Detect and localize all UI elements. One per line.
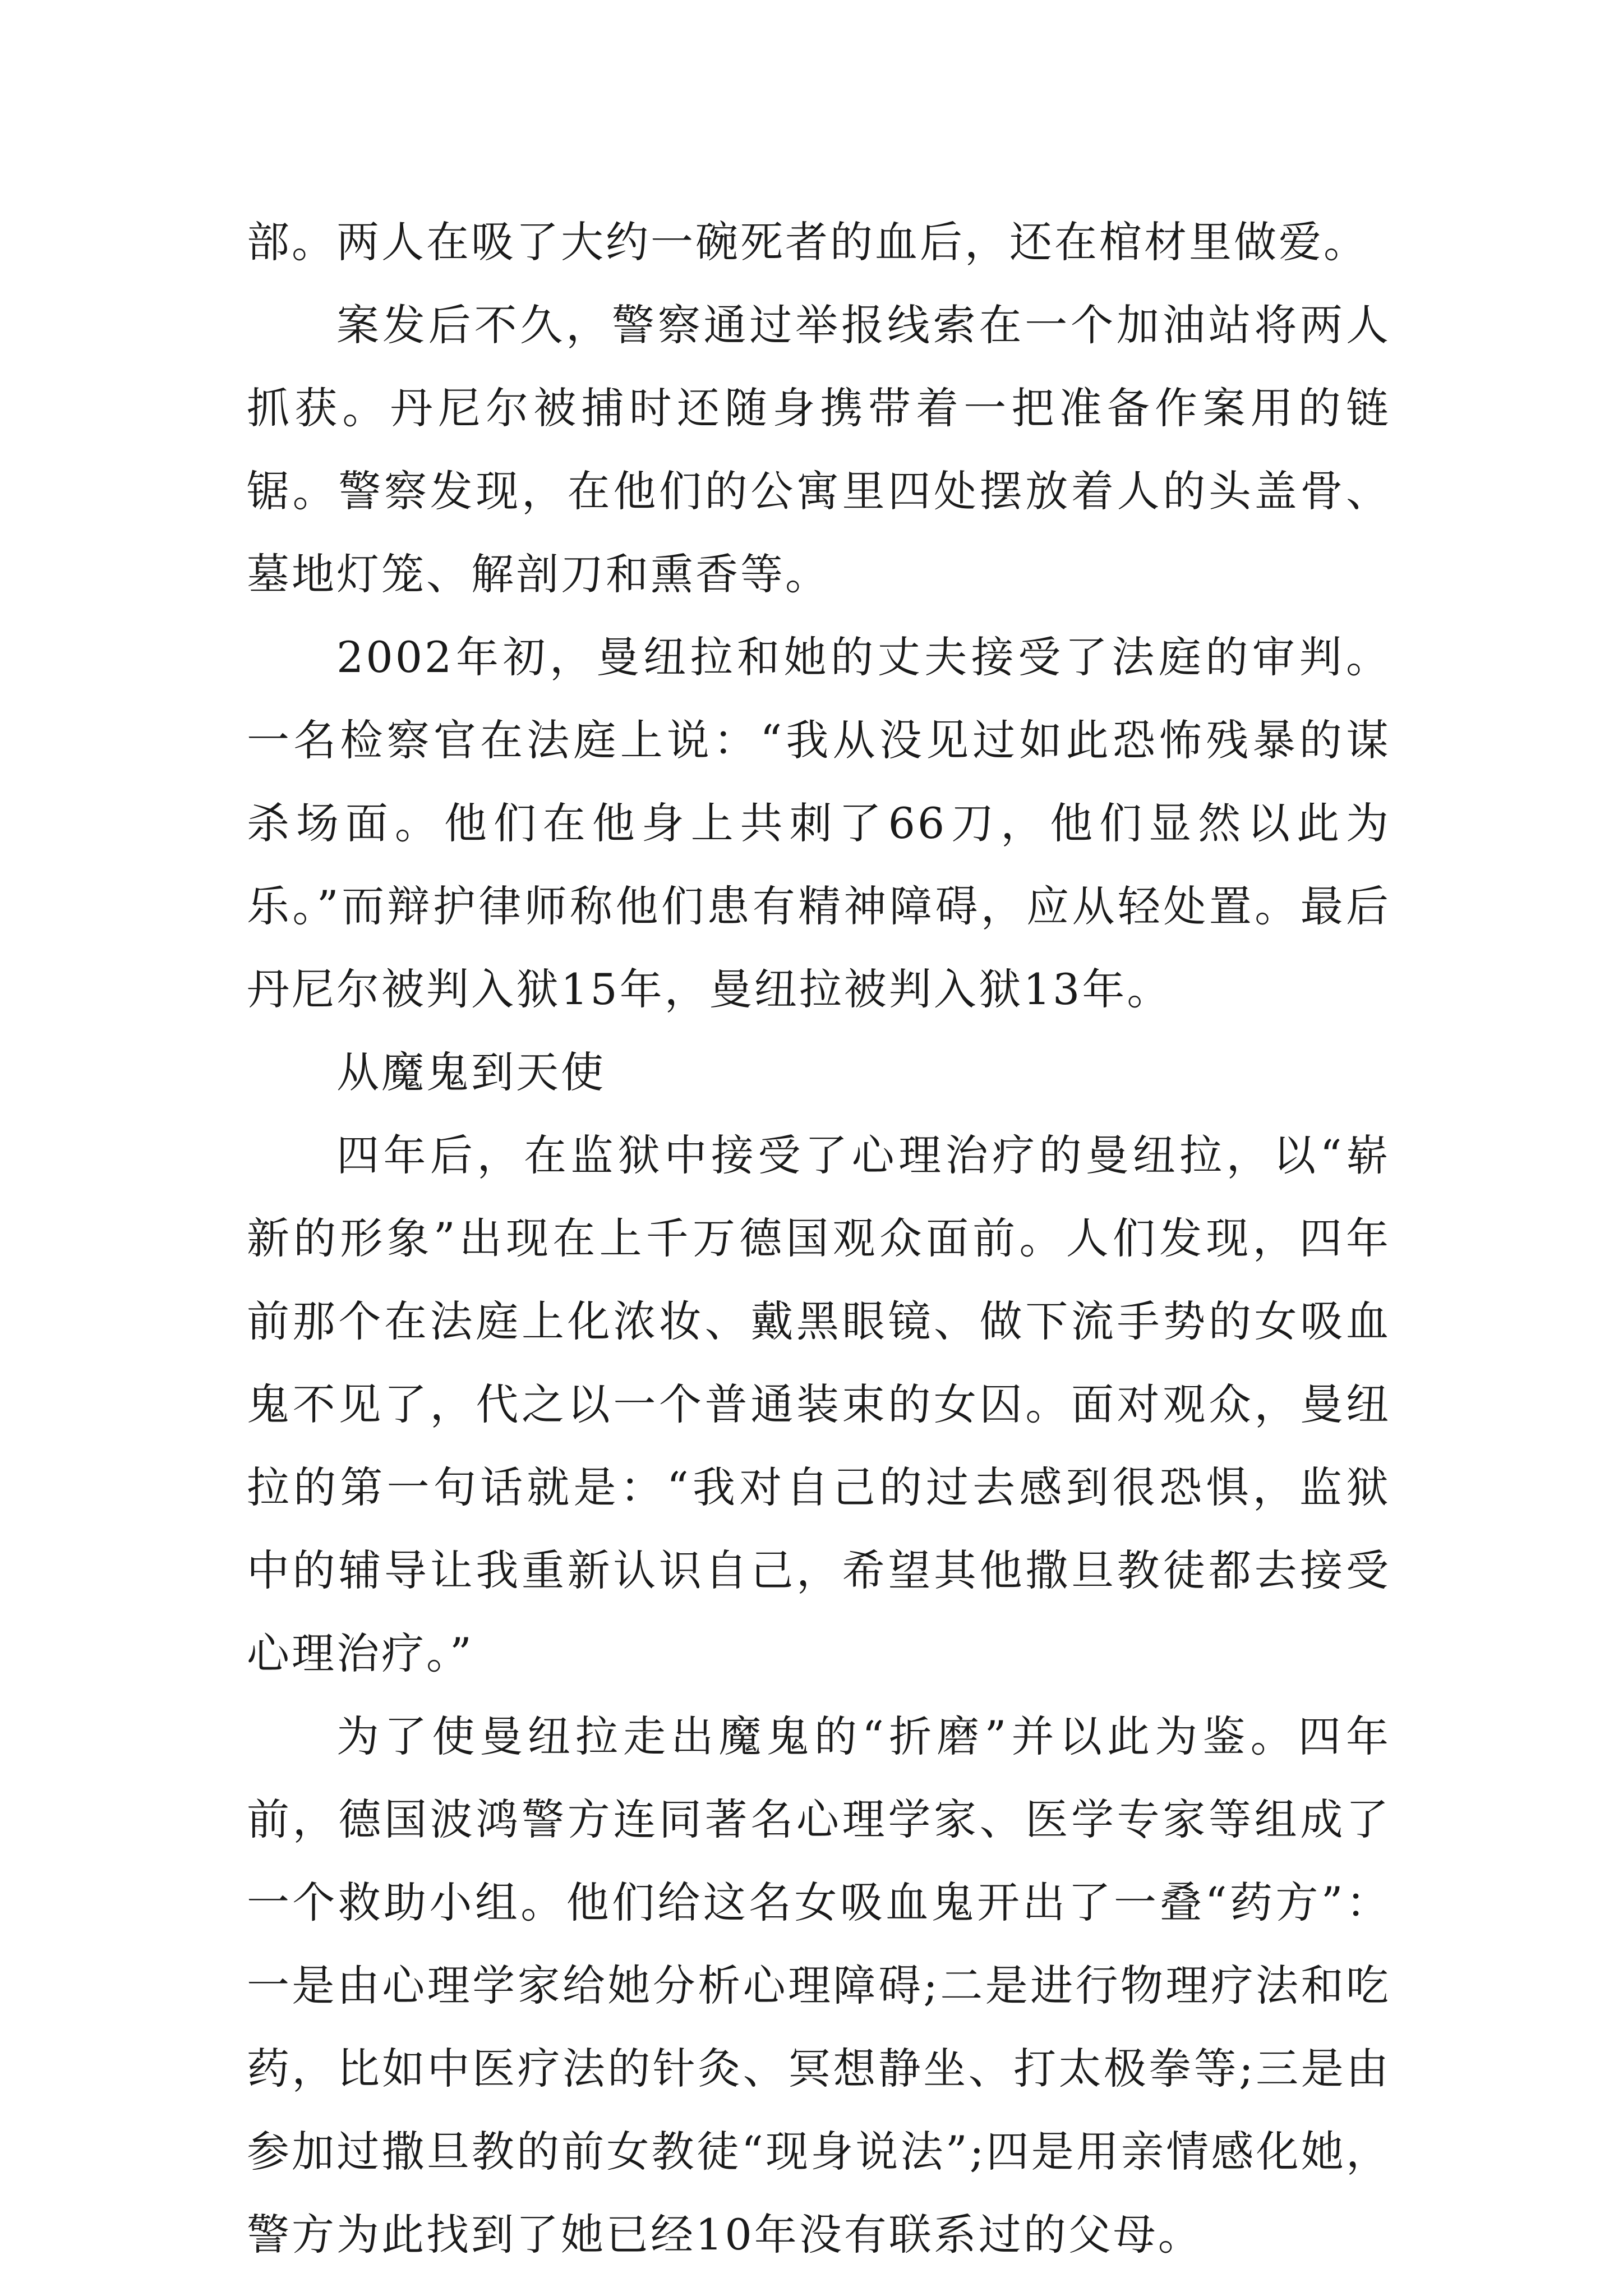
- body-text: [247, 201, 1391, 2276]
- paragraph-continuation: 部。两人在吸了大约一碗死者的血后，还在棺材里做爱。: [247, 217, 1368, 267]
- section-heading: 从魔鬼到天使: [336, 1047, 606, 1097]
- paragraph-rescue-team: 为了使曼纽拉走出魔鬼的“折磨”并以此为鉴。四年前，德国波鸿警方连同著名心理学家、医学专家等组成了一个救助小组。他们给这名女吸血鬼开出了一叠“药方”：一是由心理学家给她分析心理障碍;二是进行物理疗法和吃药，比如中医疗法的针灸、冥想静坐、打太极拳等;三是由参加过撒旦教的前女教徒“现身说法”;四是用亲情感化她，警方为此找到了她已经10年没有联系过的父母。: [247, 1711, 1391, 2260]
- paragraph-transformation: 四年后，在监狱中接受了心理治疗的曼纽拉，以“崭新的形象”出现在上千万德国观众面前。人们发现，四年前那个在法庭上化浓妆、戴黑眼镜、做下流手势的女吸血鬼不见了，代之以一个普通装束的女囚。面对观众，曼纽拉的第一句话就是：“我对自己的过去感到很恐惧，监狱中的辅导让我重新认识自己，希望其他撒旦教徒都去接受心理治疗。”: [247, 1130, 1391, 1678]
- paragraph-arrest: 案发后不久，警察通过举报线索在一个加油站将两人抓获。丹尼尔被捕时还随身携带着一把准备作案用的链锯。警察发现，在他们的公寓里四处摆放着人的头盖骨、墓地灯笼、解剖刀和熏香等。: [247, 300, 1391, 599]
- paragraph-trial: 2002年初，曼纽拉和她的丈夫接受了法庭的审判。一名检察官在法庭上说：“我从没见过如此恐怖残暴的谋杀场面。他们在他身上共刺了66刀，他们显然以此为乐。”而辩护律师称他们患有精神障碍，应从轻处置。最后丹尼尔被判入狱15年，曼纽拉被判入狱13年。: [247, 632, 1391, 1014]
